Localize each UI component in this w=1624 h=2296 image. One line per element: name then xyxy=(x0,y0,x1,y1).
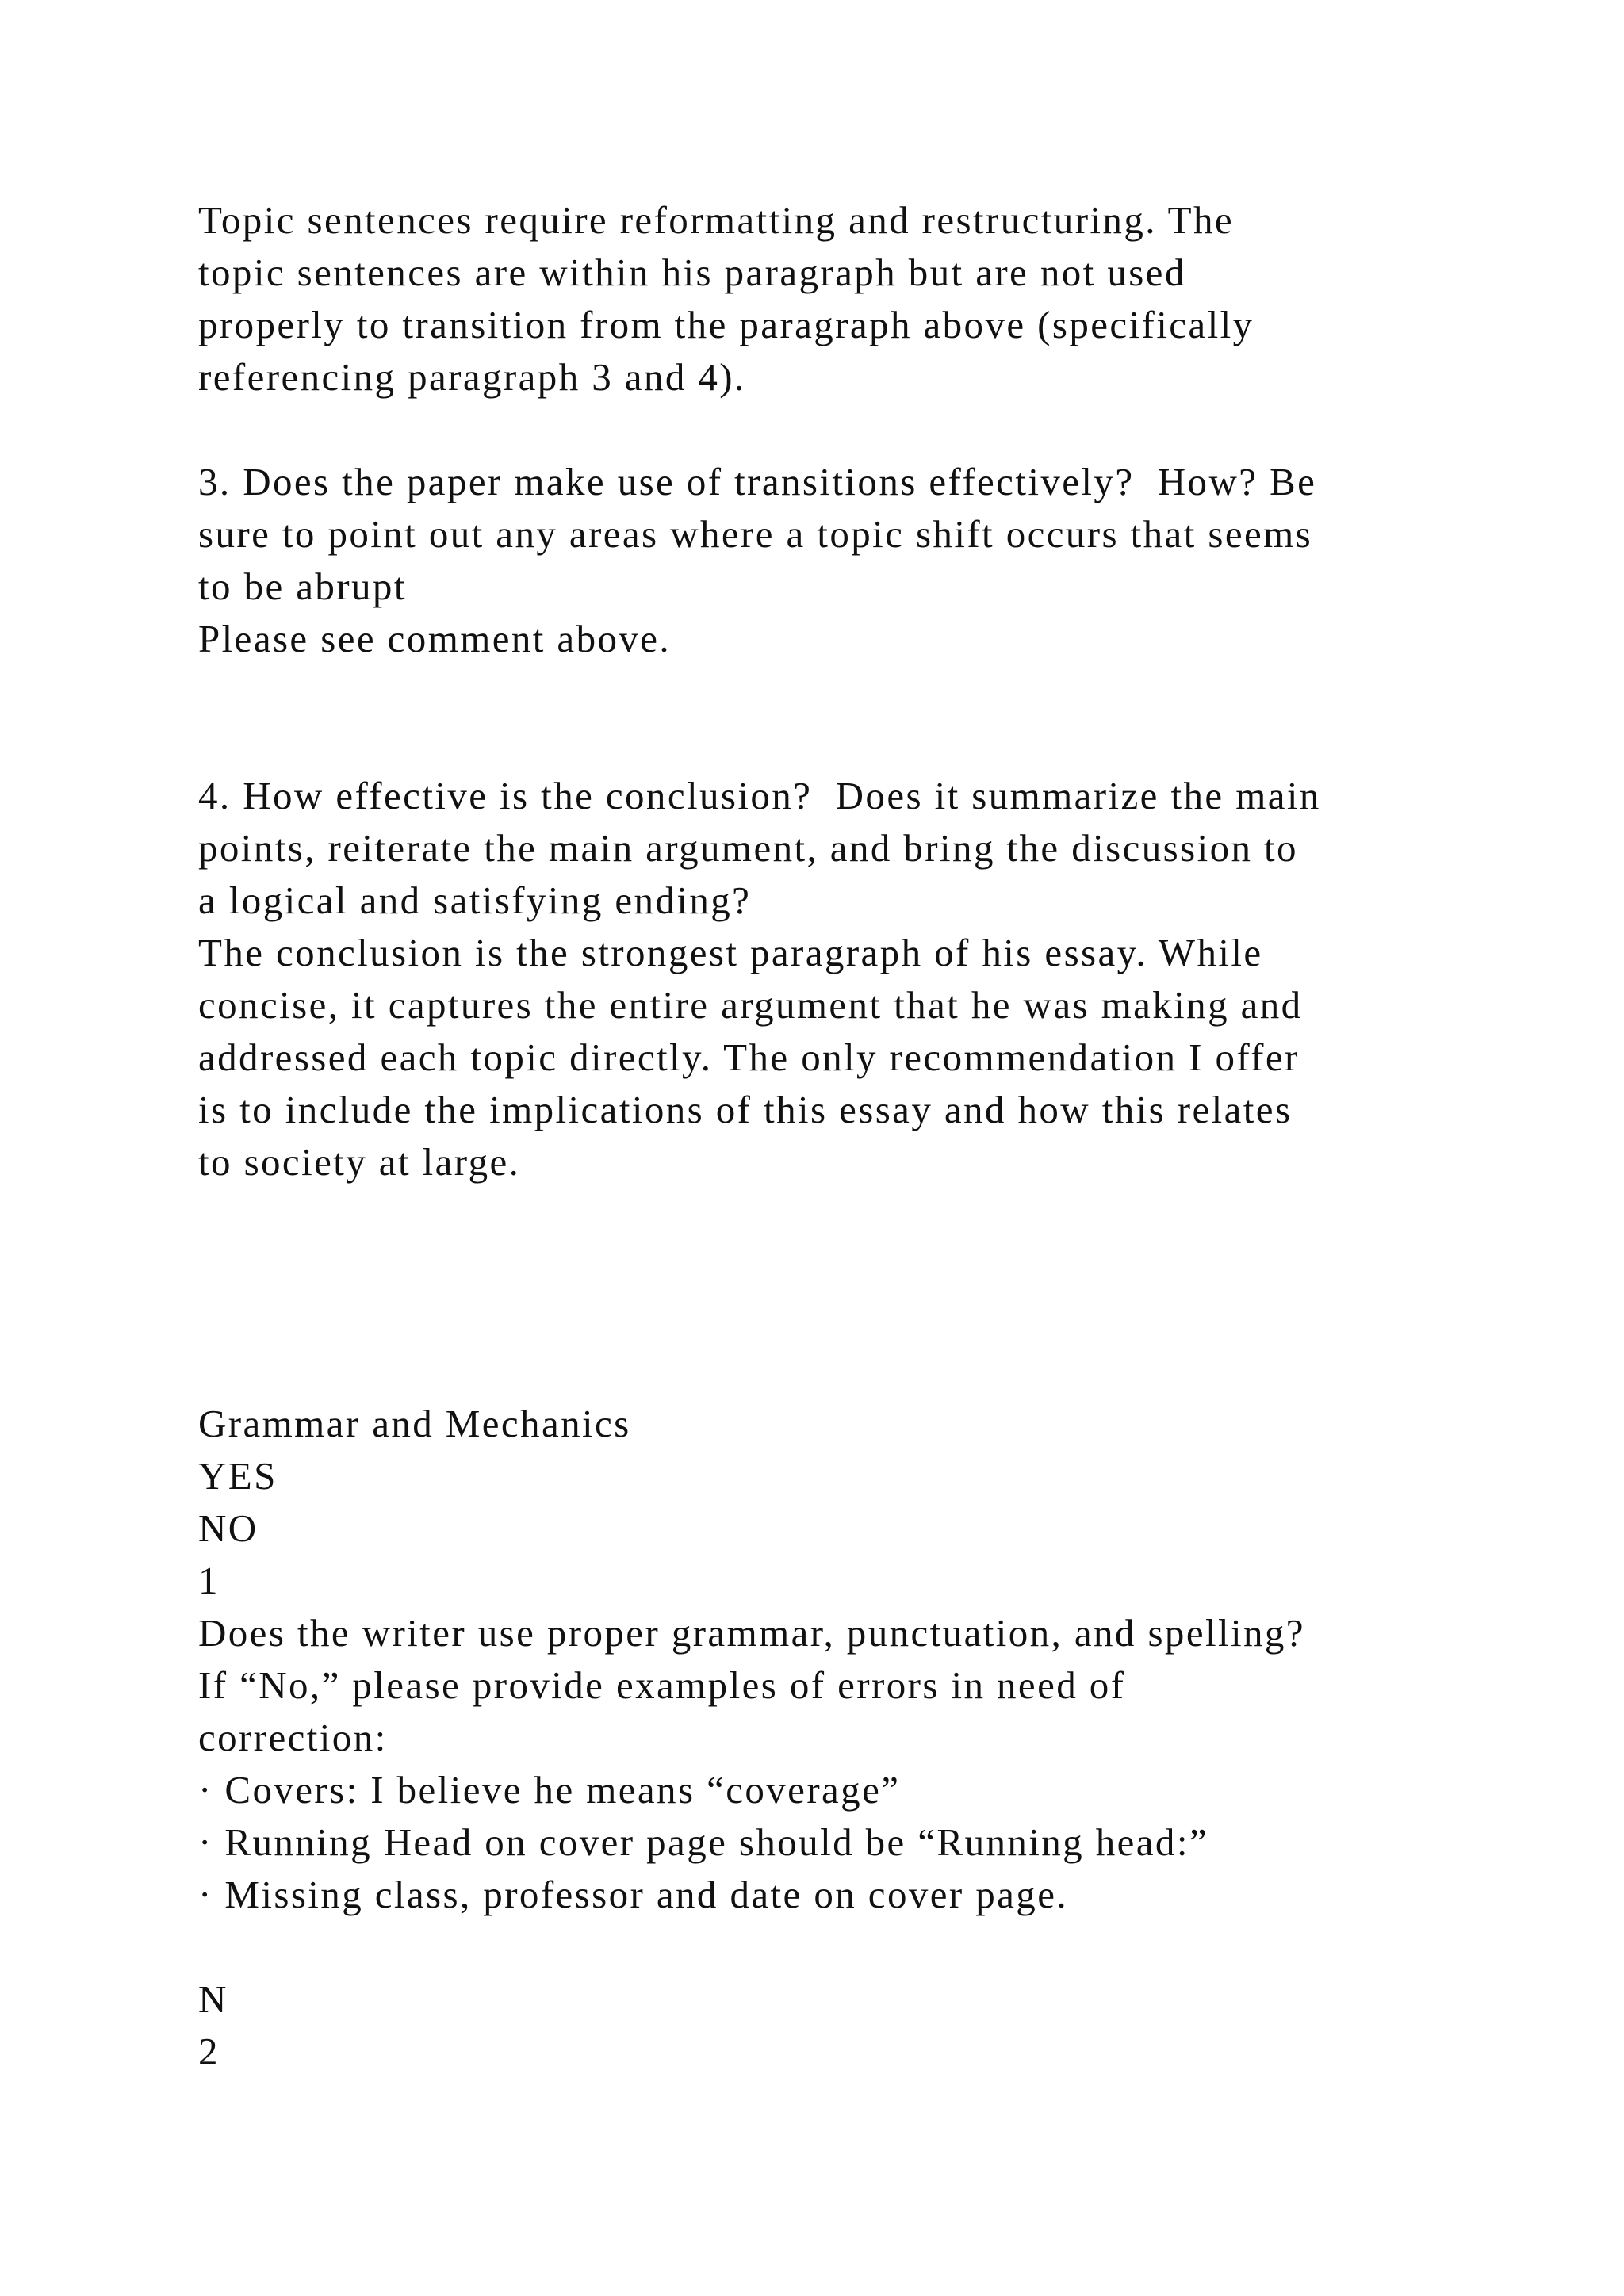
blank-line xyxy=(198,1921,1515,1973)
text-line: 2 xyxy=(198,2030,220,2073)
text-line: · Covers: I believe he means “coverage” xyxy=(198,1768,901,1812)
text-line: 1 xyxy=(198,1559,220,1602)
text-line: correction: xyxy=(198,1716,388,1759)
text-line: 4. How effective is the conclusion? Does it summarize the main xyxy=(198,774,1321,817)
blank-line xyxy=(198,1188,1515,1241)
text-line: concise, it captures the entire argument that he was making and xyxy=(198,983,1303,1027)
blank-line xyxy=(198,718,1515,770)
text-line: addressed each topic directly. The only recommendation I offer xyxy=(198,1035,1300,1079)
text-line: sure to point out any areas where a topic shift occurs that seems xyxy=(198,512,1313,556)
text-line: points, reiterate the main argument, and bring the discussion to xyxy=(198,826,1298,870)
text-line: topic sentences are within his paragraph but are not used xyxy=(198,251,1186,294)
blank-line xyxy=(198,1293,1515,1345)
text-line: The conclusion is the strongest paragraph of his essay. While xyxy=(198,931,1263,974)
text-line: is to include the implications of this essay and how this relates xyxy=(198,1088,1293,1131)
text-line: N xyxy=(198,1977,228,2021)
document-body xyxy=(198,194,1515,2078)
text-line: · Missing class, professor and date on cover page. xyxy=(198,1873,1069,1916)
blank-line xyxy=(198,665,1515,718)
text-line: to society at large. xyxy=(198,1140,521,1184)
text-line: to be abrupt xyxy=(198,564,407,608)
text-line: a logical and satisfying ending? xyxy=(198,878,752,922)
text-line: Grammar and Mechanics xyxy=(198,1402,631,1445)
text-line: If “No,” please provide examples of errors in need of xyxy=(198,1663,1126,1707)
text-line: referencing paragraph 3 and 4). xyxy=(198,355,746,399)
text-line: properly to transition from the paragraph above (specifically xyxy=(198,303,1254,346)
text-line: 3. Does the paper make use of transitions effectively? How? Be xyxy=(198,460,1317,503)
text-line: Please see comment above. xyxy=(198,617,672,660)
blank-line xyxy=(198,1345,1515,1398)
blank-line xyxy=(198,1241,1515,1293)
text-line: · Running Head on cover page should be “Running head:” xyxy=(198,1820,1208,1864)
text-line: NO xyxy=(198,1506,259,1550)
blank-line xyxy=(198,404,1515,456)
text-line: YES xyxy=(198,1454,278,1498)
text-line: Topic sentences require reformatting and restructuring. The xyxy=(198,198,1235,242)
text-line: Does the writer use proper grammar, punctuation, and spelling? xyxy=(198,1611,1305,1655)
